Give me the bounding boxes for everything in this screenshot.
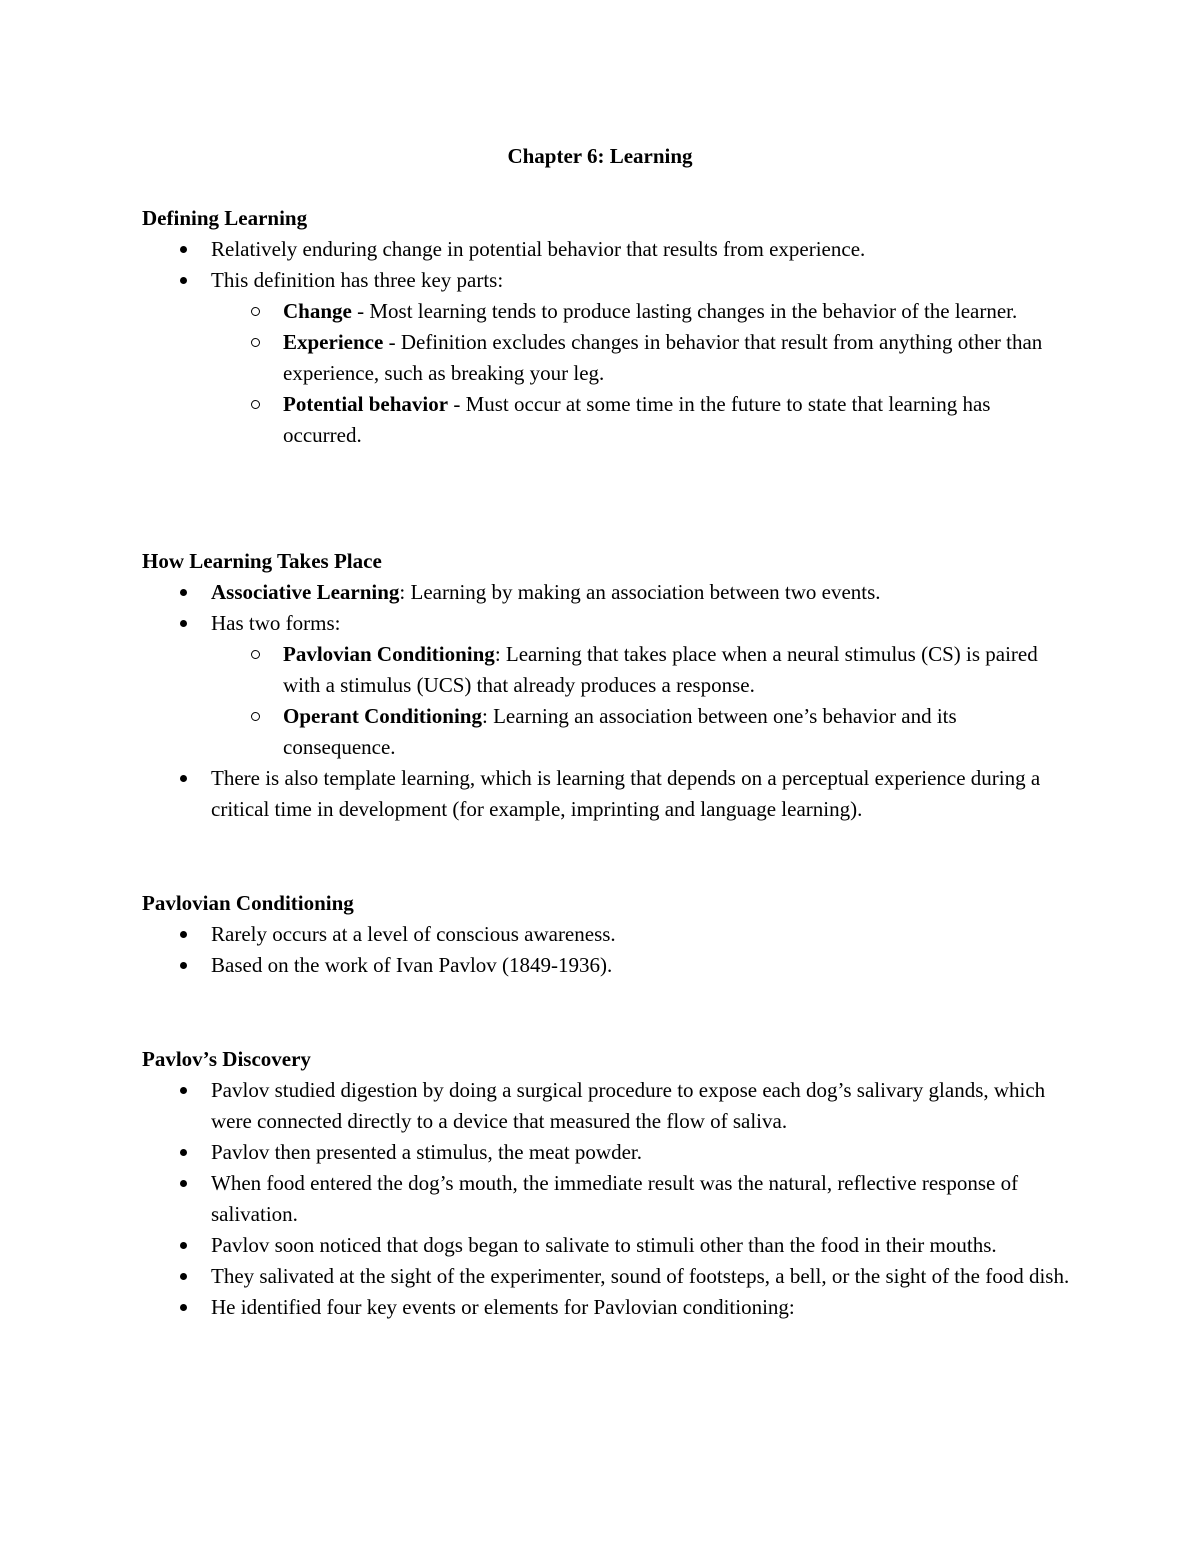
list-item: Pavlov soon noticed that dogs began to salivate to stimuli other than the food in their mouths. <box>142 1230 1072 1261</box>
sub-list-item: Change - Most learning tends to produce lasting changes in the behavior of the learner. <box>142 296 1072 327</box>
list-item: Based on the work of Ivan Pavlov (1849-1936). <box>142 950 1072 981</box>
sub-list-item: Pavlovian Conditioning: Learning that takes place when a neural stimulus (CS) is paired with a stimulus (UCS) that already produces a response. <box>142 639 1072 701</box>
list-item: He identified four key events or elements for Pavlovian conditioning: <box>142 1292 1072 1323</box>
section-heading: Pavlov’s Discovery <box>142 1047 311 1071</box>
sub-list <box>211 296 1072 451</box>
section-heading: Defining Learning <box>142 206 308 230</box>
bullet-list <box>142 919 1072 981</box>
list-item: Associative Learning: Learning by making an association between two events. <box>142 577 1072 608</box>
section-defining-learning <box>142 203 1072 451</box>
section-how-learning-takes-place <box>142 546 1072 825</box>
bullet-list <box>142 577 1072 825</box>
term: Pavlovian Conditioning <box>283 642 495 666</box>
bullet-list <box>142 1075 1072 1323</box>
section-pavlovian-conditioning <box>142 888 1072 981</box>
term: Change <box>283 299 352 323</box>
sub-list-item: Potential behavior - Must occur at some time in the future to state that learning has occurred. <box>142 389 1072 451</box>
section-heading: How Learning Takes Place <box>142 549 382 573</box>
list-item: There is also template learning, which is learning that depends on a perceptual experience during a critical time in development (for example, imprinting and language learning). <box>142 763 1072 825</box>
term: Associative Learning <box>211 580 400 604</box>
list-item: When food entered the dog’s mouth, the immediate result was the natural, reflective response of salivation. <box>142 1168 1072 1230</box>
list-item: Pavlov studied digestion by doing a surgical procedure to expose each dog’s salivary glands, which were connected directly to a device that measured the flow of saliva. <box>142 1075 1072 1137</box>
section-pavlovs-discovery <box>142 1044 1072 1323</box>
list-item: Rarely occurs at a level of conscious awareness. <box>142 919 1072 950</box>
list-item: They salivated at the sight of the experimenter, sound of footsteps, a bell, or the sight of the food dish. <box>142 1261 1072 1292</box>
term: Experience <box>283 330 384 354</box>
sub-list-item: Experience - Definition excludes changes in behavior that result from anything other than experience, such as breaking your leg. <box>142 327 1072 389</box>
list-item: Pavlov then presented a stimulus, the meat powder. <box>142 1137 1072 1168</box>
sub-list <box>211 639 1072 763</box>
sub-list-item: Operant Conditioning: Learning an association between one’s behavior and its consequence. <box>142 701 1072 763</box>
term: Operant Conditioning <box>283 704 482 728</box>
section-heading: Pavlovian Conditioning <box>142 891 354 915</box>
list-item: This definition has three key parts: Change - Most learning tends to produce lasting changes in the behavior of the learner. Experience - Definition excludes changes in behavior that result from anything other than experience, such as breaking your leg. Potential behavior - Must occur at some time in the future to state that learning has occurred. <box>142 265 1072 451</box>
list-item: Has two forms: Pavlovian Conditioning: Learning that takes place when a neural stimulus (CS) is paired with a stimulus (UCS) that already produces a response. Operant Conditioning: Learning an association between one’s behavior and its consequence. <box>142 608 1072 763</box>
bullet-list <box>142 234 1072 451</box>
page-title: Chapter 6: Learning <box>507 144 693 168</box>
term: Potential behavior <box>283 392 449 416</box>
list-item: Relatively enduring change in potential behavior that results from experience. <box>142 234 1072 265</box>
